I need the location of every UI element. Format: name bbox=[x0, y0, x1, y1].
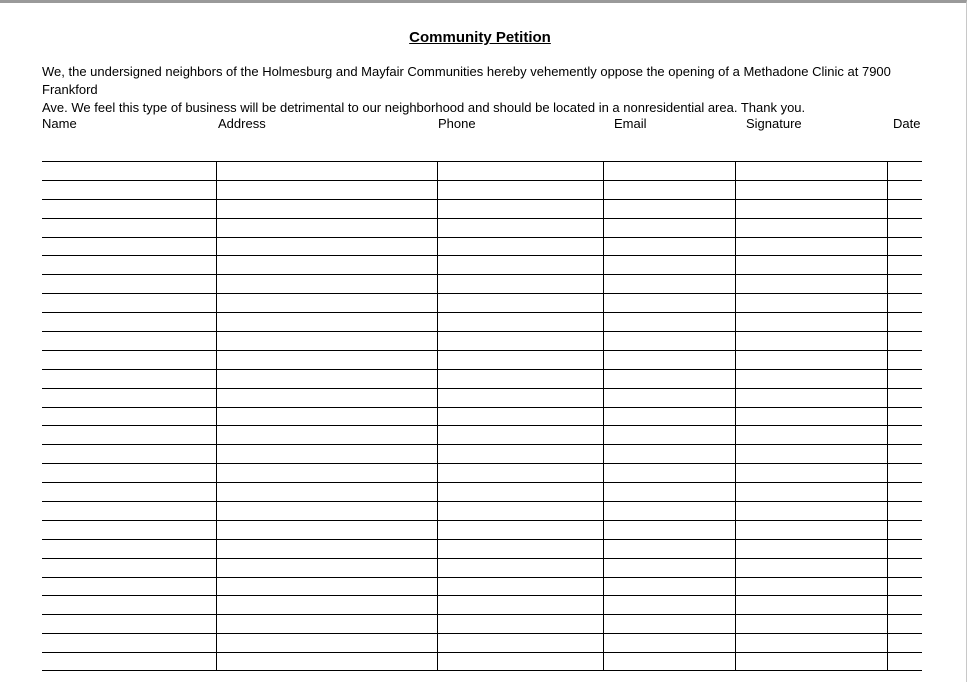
table-row-line bbox=[42, 670, 922, 671]
table-row-line bbox=[42, 350, 922, 351]
table-row-line bbox=[42, 369, 922, 370]
table-row-line bbox=[42, 425, 922, 426]
column-header-phone: Phone bbox=[438, 116, 476, 131]
petition-statement-line-2: Ave. We feel this type of business will be detrimental to our neighborhood and should be located in a nonresidential area. Thank you. bbox=[42, 100, 806, 115]
table-row-line bbox=[42, 633, 922, 634]
table-row-line bbox=[42, 312, 922, 313]
table-row-line bbox=[42, 444, 922, 445]
table-row-line bbox=[42, 161, 922, 162]
table-row-line bbox=[42, 652, 922, 653]
table-row-line bbox=[42, 501, 922, 502]
column-header-signature: Signature bbox=[746, 116, 802, 131]
table-row-line bbox=[42, 577, 922, 578]
table-row-line bbox=[42, 520, 922, 521]
petition-statement bbox=[42, 63, 922, 117]
table-row-line bbox=[42, 407, 922, 408]
column-header-address: Address bbox=[218, 116, 266, 131]
table-row-line bbox=[42, 274, 922, 275]
column-header-email: Email bbox=[614, 116, 647, 131]
table-row-line bbox=[42, 463, 922, 464]
table-row-line bbox=[42, 595, 922, 596]
petition-statement-line-1: We, the undersigned neighbors of the Holmesburg and Mayfair Communities hereby vehemently oppose the opening of a Methadone Clinic at 7900 Frankford bbox=[42, 64, 891, 97]
table-row-line bbox=[42, 539, 922, 540]
table-row-line bbox=[42, 180, 922, 181]
table-row-line bbox=[42, 237, 922, 238]
table-row-line bbox=[42, 614, 922, 615]
table-row-line bbox=[42, 388, 922, 389]
page-title-text: Community Petition bbox=[409, 29, 551, 46]
table-row-line bbox=[42, 293, 922, 294]
table-row-line bbox=[42, 218, 922, 219]
column-header-name: Name bbox=[42, 116, 77, 131]
page-title bbox=[0, 29, 964, 46]
signature-table bbox=[42, 161, 922, 671]
column-headers bbox=[0, 116, 967, 134]
table-row-line bbox=[42, 255, 922, 256]
table-row-line bbox=[42, 331, 922, 332]
table-row-line bbox=[42, 482, 922, 483]
table-row-line bbox=[42, 558, 922, 559]
column-header-date: Date bbox=[893, 116, 921, 131]
table-row-line bbox=[42, 199, 922, 200]
